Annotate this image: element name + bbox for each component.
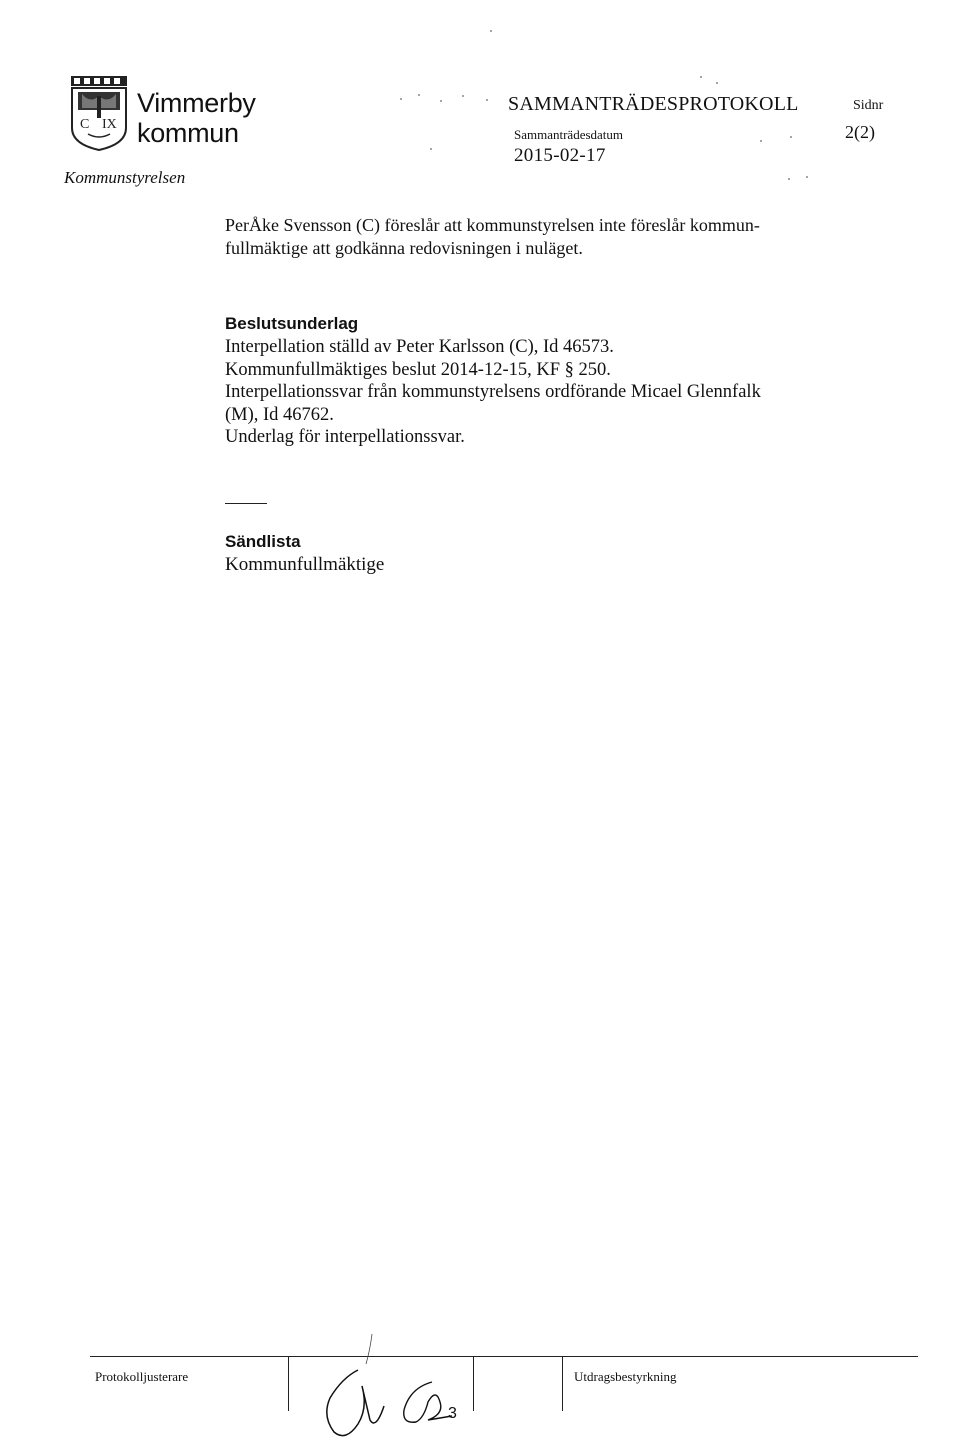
basis-list [225,336,845,449]
basis-heading: Beslutsunderlag [225,314,359,333]
footer-divider [562,1356,563,1411]
handwritten-initials-signature [300,1330,480,1445]
footer-label-certification: Utdragsbestyrkning [574,1369,677,1384]
meeting-date-label: Sammanträdesdatum [514,127,624,142]
basis-item: Interpellation ställd av Peter Karlsson (C), Id 46573. [225,337,614,357]
footer-label-justifier: Protokolljusterare [95,1369,189,1384]
footer-rule [90,1356,918,1357]
organization-name-line1: Vimmerby [137,88,256,118]
proposal-paragraph [225,214,845,260]
page-number-value: 2(2) [845,122,875,142]
footer-divider [288,1356,289,1411]
svg-text:C: C [80,117,90,132]
proposal-line: PerÅke Svensson (C) föreslår att kommunstyrelsen inte föreslår kommun- [225,215,760,235]
organization-name [137,88,256,148]
section-divider [225,503,267,504]
proposal-line: fullmäktige att godkänna redovisningen i nuläget. [225,238,583,258]
distribution-heading: Sändlista [225,532,301,551]
signature-mark: 3 [448,1405,457,1422]
svg-text:IX: IX [102,117,117,132]
basis-item: Interpellationssvar från kommunstyrelsens ordförande Micael Glennfalk [225,382,761,402]
organization-name-line2: kommun [137,118,239,148]
basis-item: Underlag för interpellationssvar. [225,427,465,447]
distribution-recipient: Kommunfullmäktige [225,554,385,575]
page-number-label: Sidnr [853,98,884,113]
meeting-date-value: 2015-02-17 [514,145,606,166]
document-type: SAMMANTRÄDESPROTOKOLL [508,93,799,115]
basis-item: Kommunfullmäktiges beslut 2014-12-15, KF § 250. [225,359,611,380]
department-name: Kommunstyrelsen [64,168,186,187]
municipal-crest-logo [70,76,128,152]
basis-item: (M), Id 46762. [225,404,334,425]
